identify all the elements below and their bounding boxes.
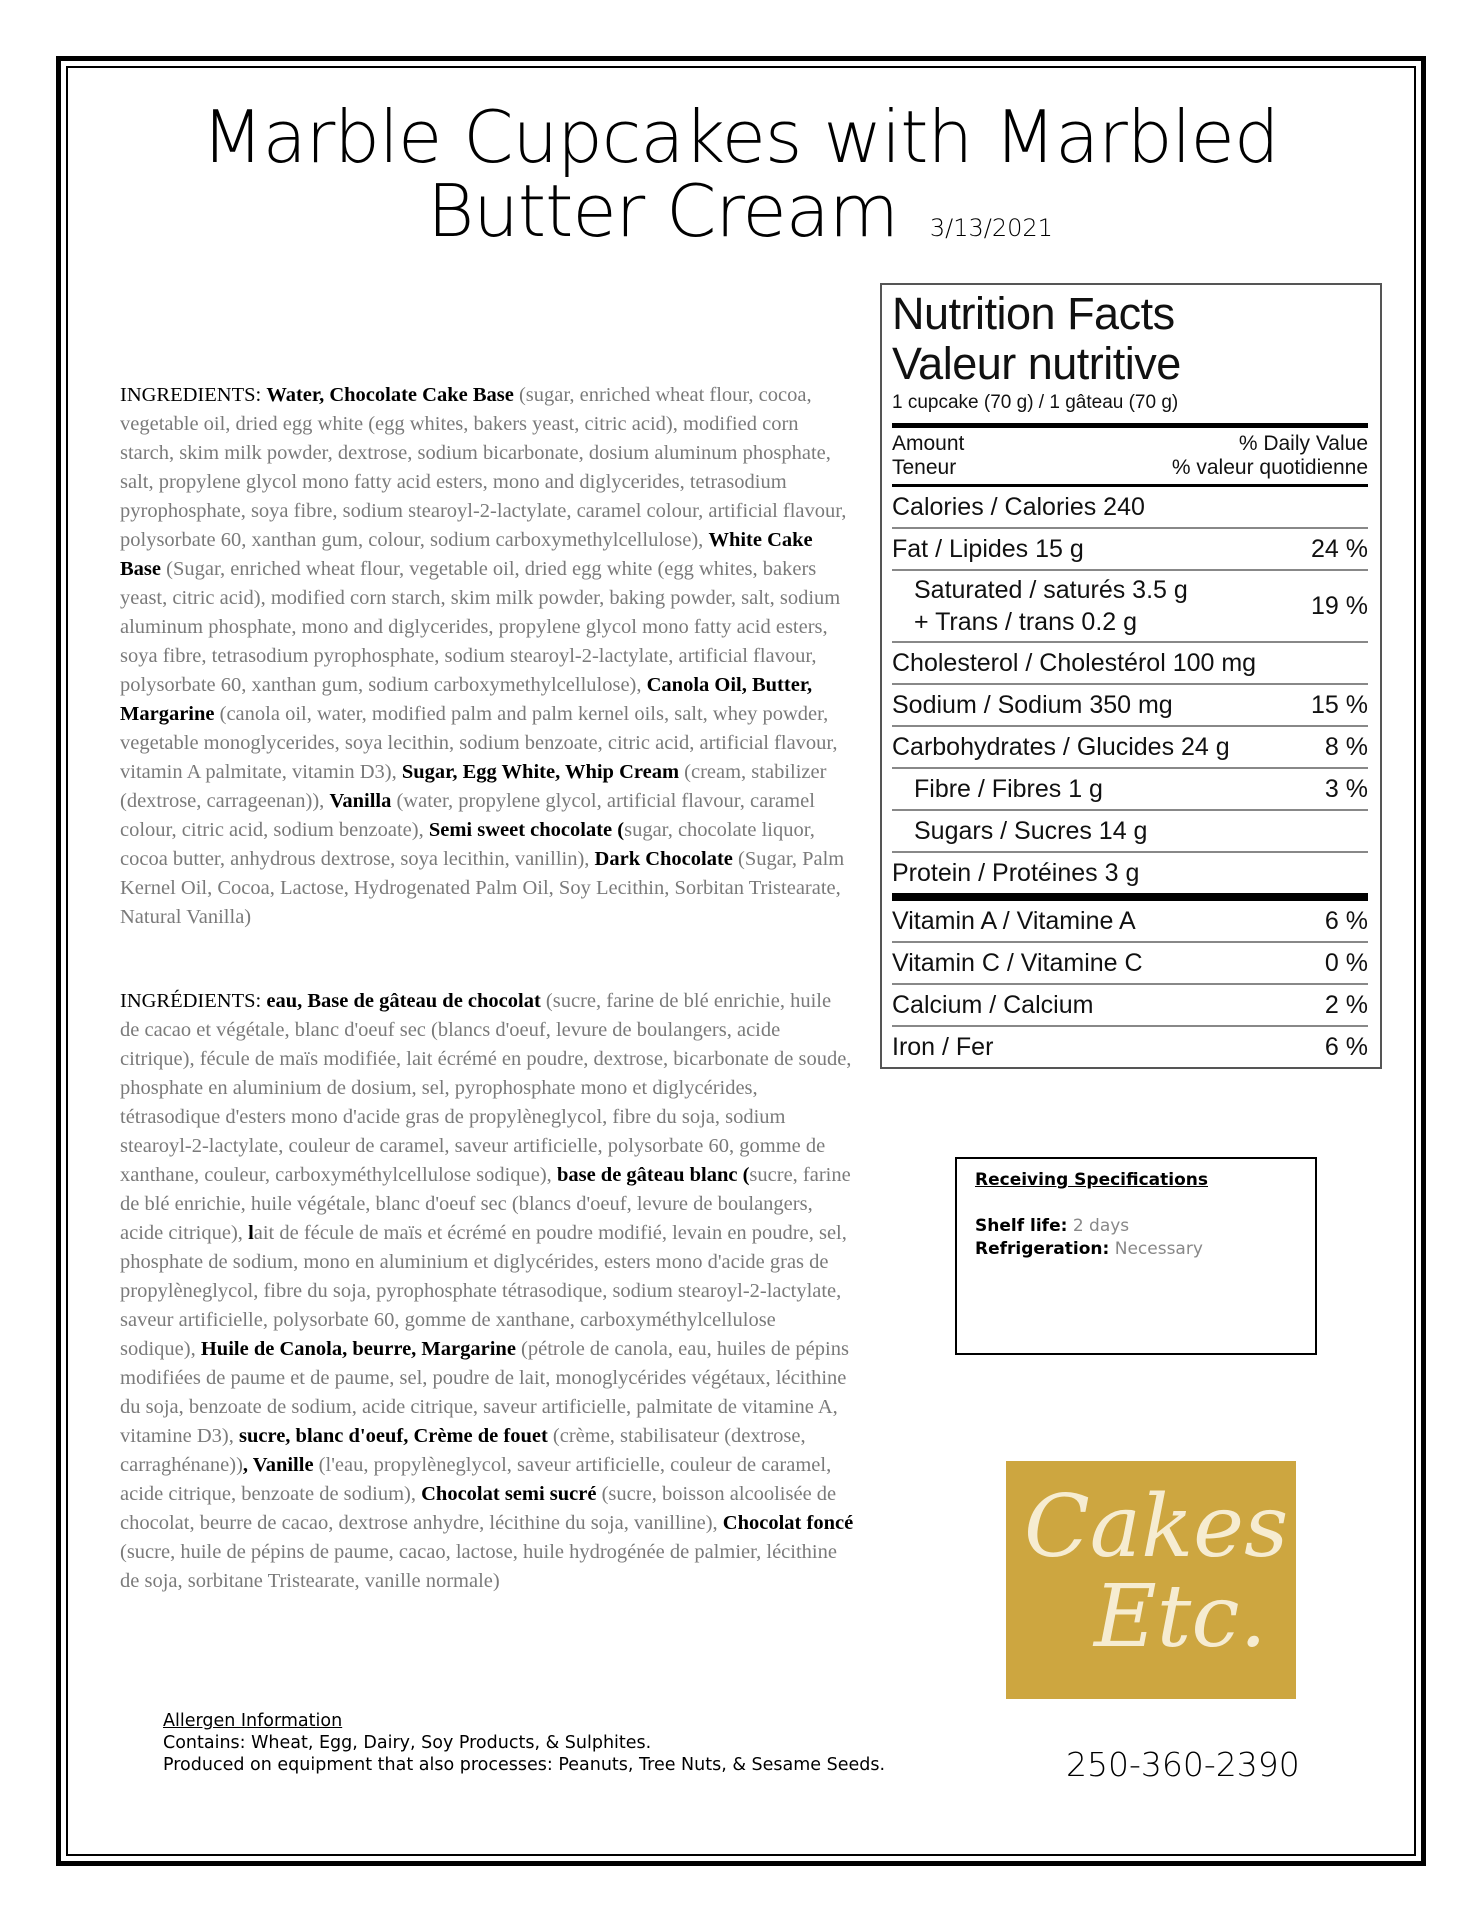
fat-dv: 24 % xyxy=(1311,534,1368,563)
ingredient-detail: sucre, farine de blé enrichie, huile végétale, blanc d'oeuf sec (blancs d'oeuf, levure de boulangers, acide citrique), xyxy=(120,1164,851,1244)
page-title xyxy=(90,95,1390,265)
ingredients-text xyxy=(120,990,853,1592)
receiving-specifications-box xyxy=(955,1157,1317,1355)
ingredients-label: INGRÉDIENTS: xyxy=(120,990,262,1012)
ingredient-detail: ait de fécule de maïs et écrémé en poudre modifié, levain en poudre, sel, phosphate de sodium, mono en aluminium et diglycérides, esters mono d'acide gras de propylèneglycol, fibre du soja, pyrophosphate tétrasodique, sodium stearoyl-2-lactylate, saveur artificielle, polysorbate 60, gomme de xanthane, carboxyméthylcellulose sodique), xyxy=(120,1222,847,1360)
fibre-label: Fibre / Fibres 1 g xyxy=(914,774,1103,803)
row-sugars xyxy=(892,811,1368,853)
sugars-label: Sugars / Sucres 14 g xyxy=(914,816,1148,845)
calories-label: Calories / Calories 240 xyxy=(892,492,1145,521)
ingredient-detail: (water, propylene glycol, artificial flavour, caramel colour, citric acid, sodium benzoate), xyxy=(120,790,815,841)
amount-fr: Teneur xyxy=(892,456,957,479)
ingredient-name: Water, Chocolate Cake Base xyxy=(266,384,514,406)
amount-en: Amount xyxy=(892,432,965,455)
sodium-dv: 15 % xyxy=(1311,690,1368,719)
vitamin-c-label: Vitamin C / Vitamine C xyxy=(892,948,1143,977)
amount-header xyxy=(892,428,1368,487)
carbs-dv: 8 % xyxy=(1324,732,1368,761)
row-saturated xyxy=(892,571,1368,643)
row-fat xyxy=(892,529,1368,571)
refrigeration-value: Necessary xyxy=(1114,1239,1203,1259)
trans-label: + Trans / trans 0.2 g xyxy=(914,608,1138,636)
title-date: 3/13/2021 xyxy=(929,214,1053,242)
nutrition-title-fr: Valeur nutritive xyxy=(892,338,1181,389)
ingredient-detail: sugar, chocolate liquor, cocoa butter, anhydrous dextrose, soya lecithin, vanillin), xyxy=(120,819,815,870)
ingredient-name: Chocolat foncé xyxy=(722,1512,854,1534)
ingredient-name: l xyxy=(248,1222,254,1244)
ingredient-detail: (sucre, boisson alcoolisée de chocolat, beurre de cacao, dextrose anhydre, lécithine du soja, vanilline), xyxy=(120,1483,837,1534)
carbs-label: Carbohydrates / Glucides 24 g xyxy=(892,732,1230,761)
saturated-dv: 19 % xyxy=(1311,591,1368,620)
ingredient-detail: (sucre, huile de pépins de paume, cacao, lactose, huile hydrogénée de palmier, lécithine de soja, sorbitane Tristearate, vanille normale) xyxy=(120,1541,837,1592)
allergen-heading: Allergen Information xyxy=(163,1711,343,1731)
cakes-etc-logo xyxy=(1006,1461,1296,1699)
vitamin-a-dv: 6 % xyxy=(1324,906,1368,935)
row-vitamin-c xyxy=(892,943,1368,985)
protein-label: Protein / Protéines 3 g xyxy=(892,858,1140,887)
calcium-dv: 2 % xyxy=(1324,990,1368,1019)
ingredient-detail: (sucre, farine de blé enrichie, huile de cacao et végétale, blanc d'oeuf sec (blancs d'oeuf, levure de boulangers, acide citrique), fécule de maïs modifiée, lait écrémé en poudre, dextrose, bicarbonate de soude, phosphate en aluminium de dosium, sel, pyrophosphate mono et diglycérides, tétrasodique d'esters mono d'acide gras de propylèneglycol, fibre du soja, sodium stearoyl-2-lactylate, couleur de caramel, saveur artificielle, polysorbate 60, gomme de xanthane, couleur, carboxyméthylcellulose sodique), xyxy=(120,990,852,1186)
sodium-label: Sodium / Sodium 350 mg xyxy=(892,690,1173,719)
row-iron xyxy=(892,1027,1368,1067)
fibre-dv: 3 % xyxy=(1324,774,1368,803)
phone-number: 250-360-2390 xyxy=(1066,1745,1300,1784)
nutrition-title-en: Nutrition Facts xyxy=(892,288,1175,339)
ingredient-name: Vanilla xyxy=(329,790,392,812)
dv-en: % Daily Value xyxy=(1238,432,1368,455)
row-carbohydrates xyxy=(892,727,1368,769)
serving-size: 1 cupcake (70 g) / 1 gâteau (70 g) xyxy=(892,391,1368,428)
ingredients-english xyxy=(120,381,855,932)
ingredient-name: , Vanille xyxy=(242,1454,314,1476)
allergen-information xyxy=(163,1710,893,1776)
ingredients-french xyxy=(120,987,855,1596)
ingredient-detail: (sugar, enriched wheat flour, cocoa, vegetable oil, dried egg white (egg whites, bakers yeast, citric acid), modified corn starch, skim milk powder, dextrose, sodium bicarbonate, dosium aluminum phosphate, salt, propylene glycol mono fatty acid esters, mono and diglycerides, tetrasodium pyrophosphate, soya fibre, sodium stearoyl-2-lactylate, caramel colour, artificial flavour, polysorbate 60, xanthan gum, colour, sodium carboxymethylcellulose), xyxy=(120,384,847,551)
calcium-label: Calcium / Calcium xyxy=(892,990,1094,1019)
ingredient-name: base de gâteau blanc ( xyxy=(556,1164,750,1186)
ingredient-name: eau, Base de gâteau de chocolat xyxy=(266,990,541,1012)
vitamin-c-dv: 0 % xyxy=(1324,948,1368,977)
ingredient-name: Huile de Canola, beurre, Margarine xyxy=(200,1338,516,1360)
row-calcium xyxy=(892,985,1368,1027)
shelf-life-label: Shelf life: xyxy=(975,1216,1068,1236)
ingredients-text xyxy=(120,384,846,928)
dv-fr: % valeur quotidienne xyxy=(1171,456,1368,479)
row-cholesterol xyxy=(892,643,1368,685)
nutrition-facts-table xyxy=(880,283,1382,1069)
ingredient-name: Canola Oil, Butter, Margarine xyxy=(120,674,813,725)
row-fibre xyxy=(892,769,1368,811)
shelf-life-value: 2 days xyxy=(1072,1216,1130,1236)
ingredient-name: Sugar, Egg White, Whip Cream xyxy=(401,761,680,783)
ingredient-name: White Cake Base xyxy=(120,529,813,580)
ingredient-name: Semi sweet chocolate ( xyxy=(428,819,625,841)
ingredient-name: Chocolat semi sucré xyxy=(421,1483,597,1505)
ingredient-detail: (Sugar, enriched wheat flour, vegetable oil, dried egg white (egg whites, bakers yeast, citric acid), modified corn starch, skim milk powder, baking powder, salt, sodium aluminum phosphate, mono and diglycerides, propylene glycol mono fatty acid esters, soya fibre, tetrasodium pyrophosphate, sodium stearoyl-2-lactylate, artificial flavour, polysorbate 60, xanthan gum, sodium carboxymethylcellulose), xyxy=(120,558,841,696)
refrigeration-label: Refrigeration: xyxy=(975,1239,1110,1259)
allergen-produced: Produced on equipment that also processes: Peanuts, Tree Nuts, & Sesame Seeds. xyxy=(163,1755,886,1775)
cholesterol-label: Cholesterol / Cholestérol 100 mg xyxy=(892,648,1257,677)
receiving-title: Receiving Specifications xyxy=(975,1170,1209,1190)
ingredient-detail: (Sugar, Palm Kernel Oil, Cocoa, Lactose, Hydrogenated Palm Oil, Soy Lecithin, Sorbitan Tristearate, Natural Vanilla) xyxy=(120,848,845,928)
iron-dv: 6 % xyxy=(1324,1032,1368,1061)
ingredient-detail: (l'eau, propylèneglycol, saveur artificielle, couleur de caramel, acide citrique, benzoate de sodium), xyxy=(120,1454,832,1505)
row-calories xyxy=(892,487,1368,529)
logo-line-1: Cakes xyxy=(1024,1477,1289,1577)
ingredient-name: sucre, blanc d'oeuf, Crème de fouet xyxy=(239,1425,548,1447)
ingredient-detail: (canola oil, water, modified palm and palm kernel oils, salt, whey powder, vegetable monoglycerides, soya lecithin, sodium benzoate, citric acid, artificial flavour, vitamin A palmitate, vitamin D3), xyxy=(120,703,838,783)
allergen-contains: Contains: Wheat, Egg, Dairy, Soy Products, & Sulphites. xyxy=(163,1733,652,1753)
ingredient-detail: (pétrole de canola, eau, huiles de pépins modifiées de paume et de paume, sel, poudre de lait, monoglycérides végétaux, lécithine du soja, benzoate de sodium, acide citrique, saveur artificielle, palmitate de vitamine A, vitamine D3), xyxy=(120,1338,849,1447)
row-protein xyxy=(892,853,1368,901)
logo-line-2: Etc. xyxy=(1094,1567,1267,1667)
fat-label: Fat / Lipides 15 g xyxy=(892,534,1084,563)
ingredient-detail: (crème, stabilisateur (dextrose, carraghénane)) xyxy=(120,1425,806,1476)
row-sodium xyxy=(892,685,1368,727)
row-vitamin-a xyxy=(892,901,1368,943)
title-text: Marble Cupcakes with Marbled Butter Cream xyxy=(201,95,1279,253)
ingredient-detail: (cream, stabilizer (dextrose, carrageenan)), xyxy=(120,761,827,812)
vitamin-a-label: Vitamin A / Vitamine A xyxy=(892,906,1136,935)
ingredient-name: Dark Chocolate xyxy=(594,848,733,870)
iron-label: Iron / Fer xyxy=(892,1032,994,1061)
ingredients-label: INGREDIENTS: xyxy=(120,384,262,406)
saturated-label: Saturated / saturés 3.5 g xyxy=(914,576,1188,604)
